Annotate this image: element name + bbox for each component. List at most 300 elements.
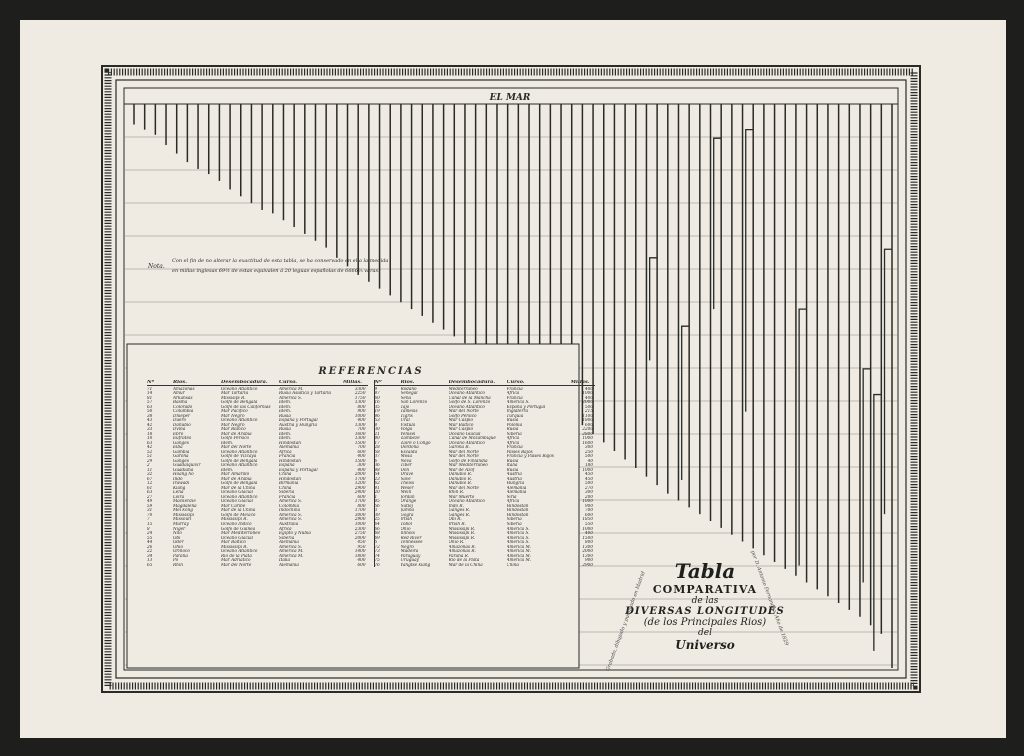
- ref-rio: Vistula: [400, 422, 416, 427]
- ref-rio: Illinois: [400, 531, 415, 536]
- ref-desemboc: Mar Tartaria: [221, 391, 249, 396]
- ref-no: 28: [374, 445, 380, 450]
- ref-curso: Africa: [506, 440, 520, 445]
- ref-rio: Weser: [400, 485, 414, 490]
- ref-curso: America M.: [279, 549, 304, 554]
- ref-curso: America M.: [506, 553, 532, 558]
- ref-rio: Dordoña: [400, 445, 419, 450]
- ref-desemboc: Oceano Atlántico: [221, 418, 258, 423]
- ref-desemboc: Oceano Glacial: [221, 490, 254, 495]
- ref-millas: 1300: [354, 436, 366, 441]
- ref-no: 71: [147, 386, 153, 391]
- ref-rio: San Lorenzo: [400, 400, 428, 405]
- header-desemboc: Desembocadura.: [221, 380, 268, 385]
- tributary-bar: [650, 258, 657, 361]
- ref-curso: America M.: [279, 386, 304, 391]
- ref-millas: 2900: [354, 485, 366, 490]
- ref-millas: 1700: [354, 499, 366, 504]
- title-line-7: Universo: [675, 638, 735, 652]
- ref-desemboc: Irtish R.: [448, 521, 466, 526]
- ref-rio: Mei kong: [173, 508, 193, 513]
- ref-desemboc: Mar Mediterraneo: [221, 531, 261, 536]
- ref-curso: España y Portugal: [279, 467, 318, 472]
- ref-curso: Rusia: [506, 427, 519, 432]
- ref-desemboc: Rio de la Plata: [448, 558, 480, 563]
- ref-desemboc: Mar de Azof: [448, 467, 475, 472]
- ref-rio: Red River: [400, 535, 422, 540]
- ref-no: 47: [374, 391, 380, 396]
- ref-curso: Francia: [506, 445, 523, 450]
- ref-millas: 500: [585, 481, 593, 486]
- ref-millas: 1200: [354, 481, 366, 486]
- ref-no: 12: [147, 481, 153, 486]
- title-line-2: COMPARATIVA: [652, 583, 758, 596]
- ref-desemboc: Mar de la China: [221, 485, 256, 490]
- ref-curso: Francia: [279, 454, 296, 459]
- ref-millas: 250: [585, 449, 593, 454]
- ref-curso: Rusia: [279, 413, 291, 418]
- ref-millas: 700: [585, 508, 593, 513]
- ref-desemboc: Mar del Norte: [448, 454, 479, 459]
- ref-millas: 1000: [582, 391, 593, 396]
- ref-curso: España y Portugal: [279, 418, 318, 423]
- ref-no: 6: [374, 458, 378, 463]
- ref-no: 52: [147, 449, 153, 454]
- ref-desemboc: Oceano Atlántico: [221, 494, 258, 499]
- ref-millas: 1300: [582, 544, 593, 549]
- ref-desemboc: Canal de la Mancha: [448, 395, 491, 400]
- ref-rio: Uruguay: [400, 558, 419, 563]
- ref-curso: Austria y Hungria: [279, 422, 317, 427]
- ref-rio: Columbia: [173, 409, 194, 414]
- ref-rio: Garona: [173, 454, 189, 459]
- ref-curso: China: [506, 562, 519, 567]
- ref-no: 10: [147, 436, 153, 441]
- ref-desemboc: Oceano Atlántico: [221, 449, 258, 454]
- ref-curso: Rusia Asiatica y Tartaria: [279, 391, 332, 396]
- ref-millas: 1600: [582, 440, 593, 445]
- ref-desemboc: Obi R.: [448, 517, 462, 522]
- ref-curso: Francia: [279, 494, 296, 499]
- ref-curso: America S.: [506, 526, 530, 531]
- ref-no: 53: [374, 418, 380, 423]
- ref-millas: 700: [357, 427, 366, 432]
- ref-curso: Hindostan: [279, 476, 301, 481]
- ref-rio: Orinoco: [173, 549, 190, 554]
- ref-desemboc: Golfo de Guinea: [221, 526, 256, 531]
- ref-no: 33: [147, 427, 153, 432]
- title-line-4: DIVERSAS LONGITUDES: [625, 606, 785, 617]
- ref-rio: Tobol: [400, 521, 413, 526]
- ref-millas: 2900: [354, 517, 366, 522]
- header-curso: Curso.: [279, 380, 298, 385]
- ref-rio: Jumna: [400, 508, 415, 513]
- ref-no: 31: [147, 508, 153, 513]
- ref-rio: Guadiana: [173, 467, 194, 472]
- ref-no: 1: [374, 494, 378, 499]
- ref-millas: 1750: [354, 395, 366, 400]
- ref-desemboc: Mississipi R.: [448, 526, 476, 531]
- ref-millas: 600: [357, 562, 366, 567]
- ref-no: 23: [374, 476, 380, 481]
- ref-curso: Austria: [506, 472, 522, 477]
- ref-no: 30: [374, 427, 380, 432]
- ref-no: 50: [147, 409, 153, 414]
- ref-millas: 600: [357, 449, 366, 454]
- ref-desemboc: Mar Mediterraneo: [448, 463, 488, 468]
- ref-rio: Murray: [173, 521, 189, 526]
- ref-no: 54: [374, 472, 380, 477]
- ref-rio: Gambia: [173, 449, 190, 454]
- ref-curso: America M.: [279, 553, 304, 558]
- references-header: [375, 380, 596, 386]
- ref-desemboc: Oceano Glacial: [221, 535, 254, 540]
- ref-rio: Ohio: [173, 544, 183, 549]
- ref-curso: Egipto y Nubia: [279, 531, 311, 536]
- ref-millas: 1300: [354, 400, 366, 405]
- ref-desemboc: Mar Pacifico: [221, 409, 248, 414]
- ref-rio: Tamesis: [400, 409, 418, 414]
- ref-desemboc: Danubio R.: [448, 472, 473, 477]
- ref-curso: America S.: [279, 499, 303, 504]
- ref-millas: 2400: [354, 490, 366, 495]
- ref-millas: 400: [357, 454, 366, 459]
- ref-desemboc: Mar Baltico: [221, 540, 246, 545]
- ref-desemboc: Golfo de Bengala: [221, 458, 258, 463]
- engraver-note-right: por D. Antonio Fernandez. Año de 1829: [749, 550, 790, 647]
- header-desemboc: Desembocadura.: [448, 380, 496, 385]
- ref-desemboc: Amazonas R.: [448, 549, 476, 554]
- ref-millas: 2750: [354, 531, 366, 536]
- ref-millas: 40: [587, 458, 593, 463]
- ref-rio: Senegal: [400, 391, 418, 396]
- ref-curso: Italia: [279, 558, 291, 563]
- ref-no: 32: [147, 472, 153, 477]
- note-line-1: Con el fin de no alterar la exactitud de esta tabla, se ha conservado en ella la medida: [172, 258, 389, 264]
- ref-curso: America S.: [279, 395, 303, 400]
- ref-curso: Hindostan: [279, 440, 301, 445]
- ref-no: 41: [374, 485, 380, 490]
- ref-no: 8: [147, 526, 150, 531]
- ref-millas: 1100: [582, 413, 593, 418]
- ref-millas: 450: [357, 540, 366, 545]
- ref-no: 42: [147, 445, 153, 450]
- ref-millas: 1300: [582, 553, 593, 558]
- tributary-bar: [885, 249, 892, 514]
- ref-desemboc: Mar Baltico: [448, 422, 474, 427]
- ref-rio: Negro: [400, 544, 414, 549]
- ref-no: 73: [374, 549, 380, 554]
- ref-rio: Save: [400, 476, 411, 481]
- header-rio: Rios.: [173, 380, 187, 385]
- ref-rio: Drave: [400, 472, 414, 477]
- ref-millas: 600: [357, 494, 366, 499]
- ref-rio: Amazonas: [173, 386, 195, 391]
- ref-curso: Turquia: [506, 413, 524, 418]
- ref-rio: Kiang: [173, 485, 186, 490]
- ref-curso: Hindostan: [506, 512, 529, 517]
- ref-curso: Hindostan: [279, 458, 301, 463]
- ref-millas: 2300: [354, 526, 366, 531]
- title-line-1: Tabla: [674, 559, 736, 583]
- ref-no: 42: [147, 422, 153, 427]
- ref-rio: Rhin: [173, 562, 183, 567]
- ref-rio: Mein: [400, 490, 412, 495]
- ref-millas: 1300: [354, 422, 366, 427]
- ref-curso: Idem.: [279, 431, 292, 436]
- ref-rio: Sutlej: [400, 503, 413, 508]
- ref-no: 37: [374, 454, 380, 459]
- ref-millas: 1850: [582, 517, 593, 522]
- ref-curso: Hungria: [506, 481, 525, 486]
- ref-millas: 2000: [582, 400, 593, 405]
- ref-millas: 400: [585, 531, 593, 536]
- ref-rio: Amur: [173, 391, 185, 396]
- ref-millas: 1500: [354, 458, 366, 463]
- ref-no: 19: [374, 409, 380, 414]
- ref-desemboc: Mississipi R.: [448, 531, 476, 536]
- ref-rio: Ganges: [173, 440, 189, 445]
- ref-no: 18: [147, 431, 153, 436]
- ref-desemboc: Golfo de Bengala: [221, 481, 258, 486]
- ref-millas: 1800: [354, 553, 366, 558]
- ref-millas: 2800: [582, 431, 593, 436]
- ref-rio: Sena: [400, 395, 412, 400]
- ref-curso: Hindostan: [506, 503, 529, 508]
- tributary-bar: [799, 309, 806, 565]
- ref-curso: Idem.: [279, 404, 292, 409]
- ref-rio: Ebro: [173, 431, 184, 436]
- ref-millas: 700: [357, 445, 366, 450]
- ref-rio: Elba: [173, 445, 183, 450]
- ref-rio: Irtish: [400, 517, 413, 522]
- ref-curso: America S.: [506, 540, 530, 545]
- ref-desemboc: Mar Negro: [221, 413, 245, 418]
- ref-curso: America M.: [506, 544, 532, 549]
- ref-millas: 800: [357, 503, 366, 508]
- ref-rio: Guadalquivir: [173, 463, 201, 468]
- ref-rio: Tigris: [400, 413, 413, 418]
- ref-millas: 2250: [354, 391, 366, 396]
- ref-millas: 550: [585, 521, 593, 526]
- ref-no: 2: [147, 463, 150, 468]
- ref-millas: 2900: [582, 562, 593, 567]
- ref-no: 34: [147, 553, 153, 558]
- ref-no: 15: [147, 521, 153, 526]
- ref-curso: Birmania: [279, 481, 299, 486]
- ref-desemboc: Rhin R.: [448, 490, 465, 495]
- ref-curso: China: [279, 472, 292, 477]
- ref-curso: Alemania: [506, 485, 527, 490]
- ref-rio: Arkansas: [173, 395, 193, 400]
- ref-rio: Rodano: [400, 386, 417, 391]
- ref-millas: 215: [585, 409, 593, 414]
- ref-millas: 300: [585, 490, 593, 495]
- ref-millas: 1700: [354, 508, 366, 513]
- ref-curso: Rusia: [506, 458, 519, 463]
- references-header: [147, 380, 368, 386]
- ref-no: 9: [374, 386, 378, 391]
- ref-millas: 950: [357, 544, 366, 549]
- ref-no: 13: [147, 558, 153, 563]
- ref-no: 81: [147, 395, 153, 400]
- ref-millas: 400: [585, 395, 593, 400]
- ref-rio: Don: [400, 467, 410, 472]
- ref-rio: Orange: [400, 499, 417, 504]
- title-line-6: del: [698, 628, 712, 638]
- ref-no: 35: [374, 404, 380, 409]
- ref-rio: Hoang ho: [173, 472, 194, 477]
- ref-desemboc: Mar de Arabia: [221, 431, 252, 436]
- ref-desemboc: Mar de la China: [448, 562, 483, 567]
- ref-millas: 1000: [354, 413, 366, 418]
- ref-desemboc: Golfo de las Californias: [221, 404, 271, 409]
- ref-curso: Siberia: [279, 535, 295, 540]
- ref-desemboc: Mar Blanco: [221, 427, 246, 432]
- ref-no: 68: [374, 531, 380, 536]
- ref-rio: Neva: [400, 458, 412, 463]
- ref-curso: España y Portugal: [506, 404, 546, 409]
- ref-no: 64: [374, 521, 380, 526]
- references-left-column: [147, 380, 368, 567]
- ref-no: 70: [147, 512, 153, 517]
- ref-no: 14: [147, 391, 153, 396]
- ref-desemboc: Golfo de Bengala: [221, 400, 258, 405]
- ref-millas: 2000: [582, 549, 593, 554]
- ref-curso: España: [279, 463, 295, 468]
- ref-millas: 3000: [354, 512, 366, 517]
- ref-curso: America S.: [506, 400, 530, 405]
- ref-curso: Idem.: [279, 436, 292, 441]
- ref-no: 62: [374, 481, 380, 486]
- ref-curso: Siberia: [506, 517, 522, 522]
- ref-no: 38: [147, 413, 153, 418]
- ref-desemboc: Indo R.: [448, 503, 464, 508]
- ref-desemboc: Garona R.: [448, 445, 470, 450]
- ref-rio: Yenisei: [400, 431, 416, 436]
- ref-no: 69: [374, 535, 380, 540]
- ref-desemboc: Mississipi R.: [221, 544, 248, 549]
- ref-desemboc: Oceano Glacial: [221, 499, 254, 504]
- ref-millas: 300: [585, 445, 593, 450]
- ref-curso: Africa: [506, 499, 520, 504]
- ref-rio: Mackenzie: [173, 499, 196, 504]
- ref-rio: Gogra: [400, 512, 414, 517]
- ref-millas: 180: [585, 463, 593, 468]
- ref-millas: 270: [585, 485, 593, 490]
- ref-rio: Basma: [173, 400, 188, 405]
- ref-curso: America S.: [279, 512, 303, 517]
- ref-curso: Alemania: [506, 490, 527, 495]
- ref-millas: 800: [357, 404, 366, 409]
- ref-curso: Idem.: [279, 409, 292, 414]
- ref-millas: 400: [357, 558, 366, 563]
- ref-curso: Francia: [506, 395, 523, 400]
- ref-no: 75: [374, 558, 380, 563]
- ref-curso: America S.: [506, 531, 530, 536]
- ref-desemboc: Mar Muerto: [448, 494, 475, 499]
- ref-desemboc: Oceano Atlántico: [448, 499, 485, 504]
- ref-no: 57: [147, 400, 153, 405]
- title-line-3: de las: [691, 596, 719, 606]
- ref-no: 39: [374, 512, 380, 517]
- ref-desemboc: Canal de Mozambique: [448, 436, 496, 441]
- ref-rio: Oder: [173, 540, 184, 545]
- ref-rio: Volga: [400, 427, 413, 432]
- ref-curso: Indochina: [279, 508, 301, 513]
- ref-curso: Africa: [279, 449, 292, 454]
- header-millas: Millas.: [570, 380, 590, 385]
- header-millas: Millas.: [343, 380, 363, 385]
- ref-desemboc: Mar del Norte: [448, 449, 479, 454]
- ref-millas: 600: [585, 422, 593, 427]
- ref-millas: 900: [585, 503, 593, 508]
- ref-desemboc: Mar Negro: [221, 422, 245, 427]
- ref-millas: 2200: [582, 427, 593, 432]
- ref-curso: Francia: [506, 386, 523, 391]
- ref-no: 45: [374, 499, 380, 504]
- ref-desemboc: Idem.: [221, 467, 234, 472]
- engraver-note-left: Grabado, dibujado y publicado en Madrid: [605, 570, 647, 673]
- ref-rio: Jordan: [400, 494, 415, 499]
- ref-curso: Colombia: [279, 503, 300, 508]
- ref-rio: Yangtse kiang: [400, 562, 431, 567]
- ref-curso: Rusia: [279, 427, 291, 432]
- ref-rio: Tennessee: [400, 540, 423, 545]
- ref-desemboc: Golfo de Finlandia: [448, 458, 488, 463]
- ref-rio: Nilo: [173, 531, 182, 536]
- header-rio: Rios.: [400, 380, 415, 385]
- ref-curso: Siberia: [279, 490, 295, 495]
- ref-desemboc: Oceano Glacial: [448, 431, 481, 436]
- map-sheet: [20, 20, 1006, 738]
- ref-rio: Obi: [173, 535, 181, 540]
- ref-no: 60: [374, 395, 380, 400]
- ref-rio: Ganges: [173, 458, 189, 463]
- ref-rio: Madeira: [400, 549, 419, 554]
- ref-millas: 3300: [354, 386, 366, 391]
- ref-desemboc: Mississipi R.: [448, 535, 476, 540]
- ref-desemboc: Oceano Atlántico: [221, 386, 258, 391]
- ref-no: 27: [147, 494, 153, 499]
- ref-no: 58: [374, 449, 380, 454]
- ref-rio: Loira: [173, 494, 185, 499]
- ref-millas: 2000: [354, 535, 366, 540]
- ref-curso: Australia: [279, 521, 299, 526]
- ref-no: 24: [147, 531, 153, 536]
- ref-curso: Italia: [506, 463, 518, 468]
- ref-millas: 450: [585, 476, 593, 481]
- ref-millas: 500: [585, 454, 593, 459]
- references-table: [147, 366, 595, 684]
- ref-rio: Missouri: [173, 517, 192, 522]
- ref-curso: China: [279, 485, 292, 490]
- ref-millas: 300: [357, 463, 366, 468]
- ref-millas: 200: [585, 494, 593, 499]
- ref-curso: Hindostan: [506, 508, 529, 513]
- ref-no: 17: [374, 440, 380, 445]
- ref-curso: Polonia: [506, 422, 523, 427]
- ref-rio: Paraguay: [400, 553, 421, 558]
- ref-no: 59: [147, 503, 153, 508]
- ref-no: 25: [374, 517, 380, 522]
- ref-desemboc: Ganges R.: [448, 508, 471, 513]
- ref-no: 48: [374, 467, 380, 472]
- ref-curso: Africa: [506, 391, 520, 396]
- ref-rio: Zambeze: [400, 436, 420, 441]
- ref-millas: 1000: [582, 436, 593, 441]
- ref-desemboc: Danubio R.: [448, 481, 473, 486]
